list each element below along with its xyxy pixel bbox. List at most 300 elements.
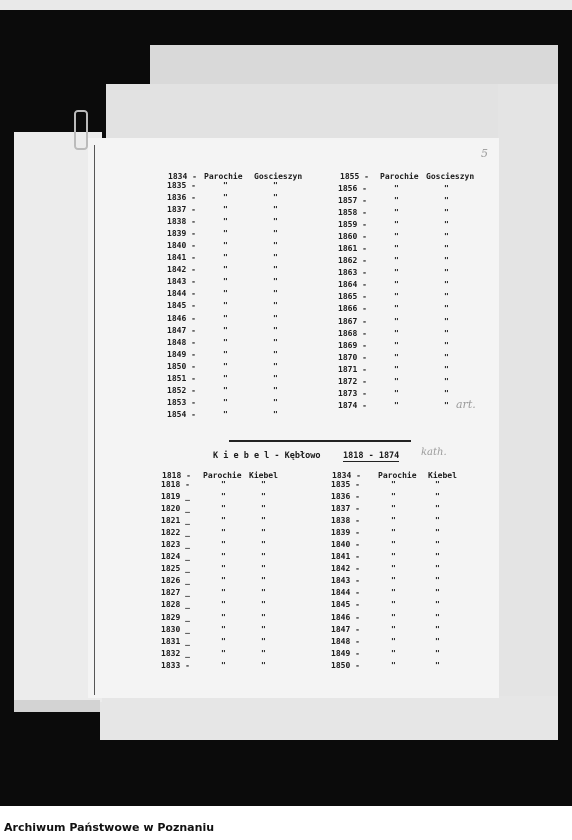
- header-parochie: Parochie: [204, 172, 243, 181]
- year-label: 1842 -: [331, 564, 360, 574]
- ditto-mark: ": [444, 304, 449, 314]
- header-year: 1834 -: [168, 172, 197, 181]
- ditto-mark: ": [221, 588, 226, 598]
- list-item: [331, 503, 481, 515]
- year-label: 1824 _: [161, 552, 190, 562]
- ditto-mark: ": [391, 564, 396, 574]
- list-item: [161, 636, 311, 648]
- ditto-mark: ": [221, 540, 226, 550]
- year-label: 1862 -: [338, 256, 367, 266]
- ditto-mark: ": [221, 600, 226, 610]
- ditto-mark: ": [261, 612, 266, 622]
- ditto-mark: ": [435, 600, 440, 610]
- year-label: 1841 -: [167, 253, 196, 263]
- list-item: [161, 539, 311, 551]
- list-item: [167, 300, 317, 312]
- list-item: [331, 551, 481, 563]
- ditto-mark: ": [223, 217, 228, 227]
- list-item: [167, 252, 317, 264]
- year-label: 1823 _: [161, 540, 190, 550]
- list-item: [331, 539, 481, 551]
- ditto-mark: ": [391, 600, 396, 610]
- ditto-mark: ": [223, 349, 228, 359]
- list-item: [167, 264, 317, 276]
- ditto-mark: ": [391, 612, 396, 622]
- section1-right-header: [340, 172, 475, 182]
- ditto-mark: ": [391, 648, 396, 658]
- list-item: [161, 660, 311, 672]
- ditto-mark: ": [435, 492, 440, 502]
- ditto-mark: ": [394, 280, 399, 290]
- ditto-mark: ": [444, 220, 449, 230]
- list-item: [338, 219, 488, 231]
- year-label: 1847 -: [331, 624, 360, 634]
- year-label: 1848 -: [167, 337, 196, 347]
- ditto-mark: ": [273, 205, 278, 215]
- year-label: 1844 -: [331, 588, 360, 598]
- year-label: 1869 -: [338, 340, 367, 350]
- year-label: 1871 -: [338, 364, 367, 374]
- ditto-mark: ": [444, 208, 449, 218]
- ditto-mark: ": [394, 244, 399, 254]
- year-label: 1843 -: [331, 576, 360, 586]
- year-label: 1870 -: [338, 352, 367, 362]
- ditto-mark: ": [394, 184, 399, 193]
- year-label: 1847 -: [167, 325, 196, 335]
- list-item: [331, 491, 481, 503]
- ditto-mark: ": [273, 397, 278, 407]
- ditto-mark: ": [261, 576, 266, 586]
- ditto-mark: ": [273, 289, 278, 299]
- year-label: 1853 -: [167, 397, 196, 407]
- list-item: [161, 551, 311, 563]
- list-item: [338, 267, 488, 279]
- ditto-mark: ": [435, 648, 440, 658]
- ditto-mark: ": [223, 265, 228, 275]
- ditto-mark: ": [223, 289, 228, 299]
- ditto-mark: ": [435, 564, 440, 574]
- ditto-mark: ": [394, 376, 399, 386]
- ditto-mark: ": [273, 181, 278, 190]
- list-item: [167, 216, 317, 228]
- ditto-mark: ": [435, 636, 440, 646]
- background-sheet: [100, 696, 558, 740]
- header-year: 1855 -: [340, 172, 369, 181]
- list-item: [338, 279, 488, 291]
- list-item: [338, 183, 488, 195]
- list-item: [161, 491, 311, 503]
- ditto-mark: ": [391, 492, 396, 502]
- ditto-mark: ": [435, 624, 440, 634]
- ditto-mark: ": [273, 409, 278, 419]
- ditto-mark: ": [223, 229, 228, 239]
- ditto-mark: ": [435, 516, 440, 526]
- ditto-mark: ": [273, 337, 278, 347]
- year-label: 1842 -: [167, 265, 196, 275]
- year-label: 1825 _: [161, 564, 190, 574]
- section2-right-column: [331, 479, 481, 672]
- year-label: 1852 -: [167, 385, 196, 395]
- ditto-mark: ": [223, 253, 228, 263]
- list-item: [167, 361, 317, 373]
- ditto-mark: ": [394, 364, 399, 374]
- year-label: 1839 -: [167, 229, 196, 239]
- ditto-mark: ": [223, 337, 228, 347]
- section1-left-column: [167, 180, 317, 421]
- year-label: 1822 _: [161, 528, 190, 538]
- ditto-mark: ": [391, 552, 396, 562]
- year-label: 1818 -: [161, 480, 190, 489]
- list-item: [167, 397, 317, 409]
- list-item: [167, 373, 317, 385]
- list-item: [338, 255, 488, 267]
- year-label: 1867 -: [338, 316, 367, 326]
- ditto-mark: ": [435, 576, 440, 586]
- ditto-mark: ": [261, 624, 266, 634]
- left-sheet-edge: [14, 700, 100, 712]
- ditto-mark: ": [391, 660, 396, 670]
- ditto-mark: ": [394, 208, 399, 218]
- ditto-mark: ": [444, 316, 449, 326]
- ditto-mark: ": [444, 388, 449, 398]
- ditto-mark: ": [394, 256, 399, 266]
- ditto-mark: ": [391, 588, 396, 598]
- ditto-mark: ": [221, 480, 226, 489]
- ditto-mark: ": [391, 504, 396, 514]
- ditto-mark: ": [444, 184, 449, 193]
- year-label: 1857 -: [338, 196, 367, 206]
- year-label: 1840 -: [331, 540, 360, 550]
- ditto-mark: ": [435, 552, 440, 562]
- ditto-mark: ": [261, 516, 266, 526]
- list-item: [331, 587, 481, 599]
- ditto-mark: ": [221, 576, 226, 586]
- ditto-mark: ": [394, 352, 399, 362]
- ditto-mark: ": [444, 376, 449, 386]
- year-label: 1836 -: [331, 492, 360, 502]
- ditto-mark: ": [435, 528, 440, 538]
- ditto-mark: ": [444, 400, 449, 410]
- year-label: 1843 -: [167, 277, 196, 287]
- ditto-mark: ": [273, 277, 278, 287]
- list-item: [338, 316, 488, 328]
- list-item: [338, 328, 488, 340]
- list-item: [167, 409, 317, 421]
- year-label: 1826 _: [161, 576, 190, 586]
- ditto-mark: ": [223, 205, 228, 215]
- ditto-mark: ": [273, 325, 278, 335]
- page-number: 5: [481, 147, 488, 160]
- list-item: [167, 180, 317, 192]
- year-label: 1837 -: [331, 504, 360, 514]
- ditto-mark: ": [444, 232, 449, 242]
- header-parish-name: Kiebel: [249, 471, 278, 480]
- ditto-mark: ": [223, 181, 228, 190]
- ditto-mark: ": [391, 576, 396, 586]
- ditto-mark: ": [221, 660, 226, 670]
- ditto-mark: ": [221, 564, 226, 574]
- header-parochie: Parochie: [380, 172, 419, 181]
- ditto-mark: ": [444, 268, 449, 278]
- list-item: [167, 313, 317, 325]
- ditto-mark: ": [221, 504, 226, 514]
- list-item: [161, 527, 311, 539]
- year-label: 1831 _: [161, 636, 190, 646]
- ditto-mark: ": [391, 540, 396, 550]
- year-label: 1840 -: [167, 241, 196, 251]
- pencil-note: art.: [456, 398, 476, 411]
- ditto-mark: ": [273, 313, 278, 323]
- ditto-mark: ": [394, 328, 399, 338]
- ditto-mark: ": [444, 196, 449, 206]
- ditto-mark: ": [444, 244, 449, 254]
- header-year: 1834 -: [332, 471, 361, 480]
- ditto-mark: ": [394, 196, 399, 206]
- year-label: 1848 -: [331, 636, 360, 646]
- list-item: [338, 303, 488, 315]
- year-label: 1844 -: [167, 289, 196, 299]
- year-label: 1858 -: [338, 208, 367, 218]
- section1-right-column: [338, 183, 488, 412]
- ditto-mark: ": [444, 292, 449, 302]
- year-label: 1874 -: [338, 400, 367, 410]
- ditto-mark: ": [394, 232, 399, 242]
- ditto-mark: ": [394, 304, 399, 314]
- year-label: 1851 -: [167, 373, 196, 383]
- ditto-mark: ": [394, 400, 399, 410]
- year-label: 1856 -: [338, 184, 367, 193]
- ditto-mark: ": [391, 528, 396, 538]
- ditto-mark: ": [223, 241, 228, 251]
- year-label: 1846 -: [167, 313, 196, 323]
- ditto-mark: ": [261, 564, 266, 574]
- year-label: 1845 -: [167, 301, 196, 311]
- ditto-mark: ": [273, 361, 278, 371]
- list-item: [338, 364, 488, 376]
- ditto-mark: ": [394, 292, 399, 302]
- list-item: [161, 599, 311, 611]
- ditto-mark: ": [221, 648, 226, 658]
- ditto-mark: ": [261, 600, 266, 610]
- ditto-mark: ": [273, 385, 278, 395]
- ditto-mark: ": [261, 528, 266, 538]
- year-label: 1854 -: [167, 409, 196, 419]
- year-label: 1837 -: [167, 205, 196, 215]
- ditto-mark: ": [261, 492, 266, 502]
- year-label: 1827 _: [161, 588, 190, 598]
- ditto-mark: ": [435, 540, 440, 550]
- ditto-mark: ": [221, 516, 226, 526]
- year-label: 1832 _: [161, 648, 190, 658]
- list-item: [161, 575, 311, 587]
- ditto-mark: ": [273, 193, 278, 203]
- ditto-mark: ": [435, 612, 440, 622]
- year-label: 1841 -: [331, 552, 360, 562]
- header-parish-name: Goscieszyn: [426, 172, 475, 181]
- ditto-mark: ": [391, 624, 396, 634]
- ditto-mark: ": [444, 364, 449, 374]
- year-label: 1859 -: [338, 220, 367, 230]
- year-label: 1820 _: [161, 504, 190, 514]
- year-label: 1861 -: [338, 244, 367, 254]
- section-title: [213, 451, 400, 461]
- ditto-mark: ": [261, 636, 266, 646]
- header-parochie: Parochie: [378, 471, 417, 480]
- ditto-mark: ": [223, 277, 228, 287]
- year-label: 1866 -: [338, 304, 367, 314]
- ditto-mark: ": [261, 588, 266, 598]
- ditto-mark: ": [223, 313, 228, 323]
- list-item: [338, 243, 488, 255]
- ditto-mark: ": [223, 385, 228, 395]
- ditto-mark: ": [444, 352, 449, 362]
- ditto-mark: ": [221, 492, 226, 502]
- list-item: [167, 349, 317, 361]
- list-item: [338, 376, 488, 388]
- ditto-mark: ": [221, 528, 226, 538]
- list-item: [167, 240, 317, 252]
- year-label: 1833 -: [161, 660, 190, 670]
- year-label: 1838 -: [331, 516, 360, 526]
- list-item: [331, 575, 481, 587]
- ditto-mark: ": [261, 660, 266, 670]
- ditto-mark: ": [394, 388, 399, 398]
- list-item: [331, 515, 481, 527]
- background-sheet: [106, 84, 558, 144]
- year-label: 1829 _: [161, 612, 190, 622]
- list-item: [331, 599, 481, 611]
- year-label: 1845 -: [331, 600, 360, 610]
- ditto-mark: ": [223, 301, 228, 311]
- year-label: 1850 -: [167, 361, 196, 371]
- ditto-mark: ": [221, 624, 226, 634]
- ditto-mark: ": [391, 636, 396, 646]
- ditto-mark: ": [391, 516, 396, 526]
- ditto-mark: ": [273, 241, 278, 251]
- ditto-mark: ": [273, 301, 278, 311]
- ditto-mark: ": [221, 636, 226, 646]
- list-item: [331, 527, 481, 539]
- list-item: [331, 624, 481, 636]
- year-label: 1839 -: [331, 528, 360, 538]
- year-label: 1873 -: [338, 388, 367, 398]
- year-label: 1865 -: [338, 292, 367, 302]
- ditto-mark: ": [273, 253, 278, 263]
- list-item: [338, 352, 488, 364]
- page-fold-line: [94, 145, 95, 695]
- list-item: [167, 276, 317, 288]
- ditto-mark: ": [273, 217, 278, 227]
- year-label: 1849 -: [331, 648, 360, 658]
- ditto-mark: ": [444, 256, 449, 266]
- list-item: [161, 587, 311, 599]
- year-label: 1830 _: [161, 624, 190, 634]
- list-item: [331, 563, 481, 575]
- list-item: [338, 291, 488, 303]
- title-range: 1818 - 1874: [343, 451, 400, 461]
- ditto-mark: ": [223, 193, 228, 203]
- ditto-mark: ": [221, 612, 226, 622]
- archive-credit: Archiwum Państwowe w Poznaniu: [4, 821, 215, 834]
- ditto-mark: ": [444, 328, 449, 338]
- ditto-mark: ": [261, 480, 266, 489]
- year-label: 1868 -: [338, 328, 367, 338]
- list-item: [331, 648, 481, 660]
- list-item: [167, 192, 317, 204]
- top-strip: [0, 0, 572, 10]
- list-item: [161, 515, 311, 527]
- year-label: 1860 -: [338, 232, 367, 242]
- ditto-mark: ": [394, 220, 399, 230]
- ditto-mark: ": [435, 504, 440, 514]
- ditto-mark: ": [444, 340, 449, 350]
- list-item: [331, 636, 481, 648]
- list-item: [161, 624, 311, 636]
- title-separator: [229, 440, 411, 442]
- year-label: 1863 -: [338, 268, 367, 278]
- year-label: 1838 -: [167, 217, 196, 227]
- title-name: K i e b e l - Kębłowo: [213, 451, 321, 461]
- year-label: 1849 -: [167, 349, 196, 359]
- header-year: 1818 -: [162, 471, 191, 480]
- year-label: 1828 _: [161, 600, 190, 610]
- list-item: [161, 503, 311, 515]
- ditto-mark: ": [223, 325, 228, 335]
- ditto-mark: ": [261, 504, 266, 514]
- ditto-mark: ": [261, 648, 266, 658]
- list-item: [167, 385, 317, 397]
- list-item: [338, 195, 488, 207]
- ditto-mark: ": [273, 265, 278, 275]
- ditto-mark: ": [273, 229, 278, 239]
- year-label: 1836 -: [167, 193, 196, 203]
- list-item: [338, 340, 488, 352]
- year-label: 1821 _: [161, 516, 190, 526]
- ditto-mark: ": [221, 552, 226, 562]
- ditto-mark: ": [223, 409, 228, 419]
- ditto-mark: ": [223, 361, 228, 371]
- ditto-mark: ": [444, 280, 449, 290]
- background-sheet: [498, 84, 558, 740]
- list-item: [331, 660, 481, 672]
- ditto-mark: ": [223, 373, 228, 383]
- list-item: [167, 228, 317, 240]
- pencil-note: kath.: [421, 447, 447, 458]
- list-item: [167, 325, 317, 337]
- list-item: [167, 337, 317, 349]
- ditto-mark: ": [261, 540, 266, 550]
- ditto-mark: ": [273, 349, 278, 359]
- header-parish-name: Goscieszyn: [254, 172, 303, 181]
- ditto-mark: ": [435, 588, 440, 598]
- list-item: [338, 231, 488, 243]
- list-item: [331, 479, 481, 491]
- list-item: [167, 288, 317, 300]
- year-label: 1846 -: [331, 612, 360, 622]
- year-label: 1835 -: [331, 480, 360, 489]
- header-parish-name: Kiebel: [428, 471, 457, 480]
- paper-clip-icon: [74, 110, 88, 150]
- ditto-mark: ": [273, 373, 278, 383]
- list-item: [167, 204, 317, 216]
- year-label: 1864 -: [338, 280, 367, 290]
- list-item: [161, 648, 311, 660]
- ditto-mark: ": [435, 480, 440, 489]
- year-label: 1872 -: [338, 376, 367, 386]
- ditto-mark: ": [391, 480, 396, 489]
- ditto-mark: ": [394, 268, 399, 278]
- ditto-mark: ": [223, 397, 228, 407]
